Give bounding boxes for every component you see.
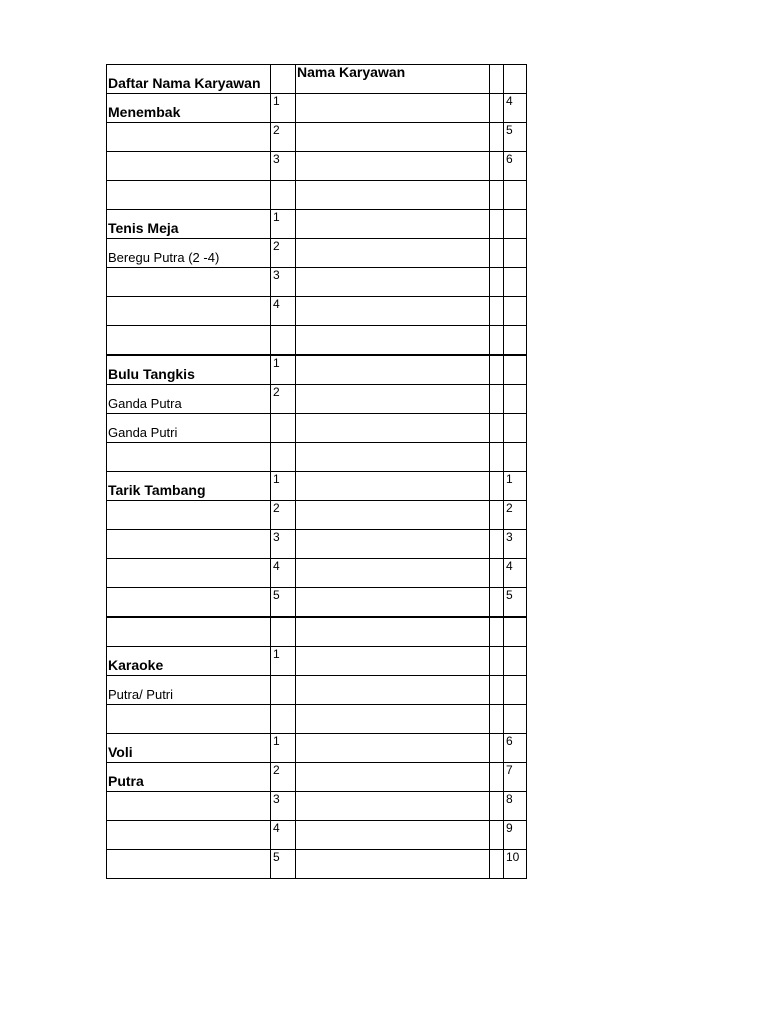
narrow-cell — [490, 268, 504, 297]
slot-number: 1 — [271, 94, 296, 123]
event-label — [107, 530, 271, 559]
right-number: 3 — [504, 530, 527, 559]
slot-number: 3 — [271, 152, 296, 181]
narrow-cell — [490, 559, 504, 588]
slot-number: 2 — [271, 239, 296, 268]
event-label — [107, 588, 271, 618]
event-label: Tarik Tambang — [107, 472, 271, 501]
header-blank-number — [271, 65, 296, 94]
employee-name-cell — [296, 588, 490, 618]
slot-number: 2 — [271, 763, 296, 792]
slot-number: 5 — [271, 850, 296, 879]
table-row — [107, 676, 527, 705]
employee-name-cell — [296, 705, 490, 734]
employee-name-cell — [296, 647, 490, 676]
right-number — [504, 355, 527, 385]
narrow-cell — [490, 239, 504, 268]
narrow-cell — [490, 850, 504, 879]
narrow-cell — [490, 210, 504, 239]
right-number: 6 — [504, 152, 527, 181]
table-row — [107, 239, 527, 268]
narrow-cell — [490, 385, 504, 414]
narrow-cell — [490, 181, 504, 210]
table-row — [107, 385, 527, 414]
narrow-cell — [490, 297, 504, 326]
employee-name-cell — [296, 152, 490, 181]
right-number: 6 — [504, 734, 527, 763]
event-label — [107, 123, 271, 152]
table-row — [107, 850, 527, 879]
header-employee-name: Nama Karyawan — [296, 65, 490, 94]
slot-number: 4 — [271, 821, 296, 850]
employee-name-cell — [296, 268, 490, 297]
table-row — [107, 443, 527, 472]
table-row — [107, 152, 527, 181]
right-number — [504, 676, 527, 705]
table-row — [107, 123, 527, 152]
narrow-cell — [490, 152, 504, 181]
right-number — [504, 443, 527, 472]
table-row — [107, 821, 527, 850]
slot-number — [271, 676, 296, 705]
right-number — [504, 385, 527, 414]
narrow-cell — [490, 734, 504, 763]
header-employee-list: Daftar Nama Karyawan — [107, 65, 271, 94]
header-row — [107, 65, 527, 94]
event-label — [107, 326, 271, 356]
right-number: 9 — [504, 821, 527, 850]
event-label — [107, 297, 271, 326]
narrow-cell — [490, 326, 504, 356]
employee-name-cell — [296, 355, 490, 385]
slot-number: 1 — [271, 355, 296, 385]
table-row — [107, 734, 527, 763]
employee-name-cell — [296, 94, 490, 123]
employee-list-table — [106, 64, 527, 879]
table-row — [107, 559, 527, 588]
employee-name-cell — [296, 734, 490, 763]
slot-number: 1 — [271, 734, 296, 763]
event-label — [107, 501, 271, 530]
table-row — [107, 268, 527, 297]
employee-name-cell — [296, 821, 490, 850]
slot-number — [271, 705, 296, 734]
right-number: 5 — [504, 123, 527, 152]
slot-number: 4 — [271, 559, 296, 588]
narrow-cell — [490, 676, 504, 705]
right-number — [504, 181, 527, 210]
right-number: 7 — [504, 763, 527, 792]
employee-name-cell — [296, 763, 490, 792]
narrow-cell — [490, 705, 504, 734]
slot-number: 2 — [271, 501, 296, 530]
employee-name-cell — [296, 472, 490, 501]
employee-name-cell — [296, 501, 490, 530]
slot-number — [271, 617, 296, 647]
narrow-cell — [490, 530, 504, 559]
employee-name-cell — [296, 559, 490, 588]
right-number — [504, 239, 527, 268]
event-label: Bulu Tangkis — [107, 355, 271, 385]
slot-number — [271, 414, 296, 443]
employee-name-cell — [296, 414, 490, 443]
table-row — [107, 792, 527, 821]
employee-name-cell — [296, 443, 490, 472]
event-label: Menembak — [107, 94, 271, 123]
right-number — [504, 210, 527, 239]
right-number: 10 — [504, 850, 527, 879]
right-number: 1 — [504, 472, 527, 501]
narrow-cell — [490, 501, 504, 530]
table-body — [107, 65, 527, 879]
employee-name-cell — [296, 181, 490, 210]
slot-number: 1 — [271, 210, 296, 239]
right-number: 8 — [504, 792, 527, 821]
slot-number: 1 — [271, 472, 296, 501]
narrow-cell — [490, 821, 504, 850]
right-number: 2 — [504, 501, 527, 530]
table-row — [107, 617, 527, 647]
right-number — [504, 326, 527, 356]
narrow-cell — [490, 123, 504, 152]
slot-number: 3 — [271, 268, 296, 297]
employee-name-cell — [296, 792, 490, 821]
table-row — [107, 472, 527, 501]
employee-name-cell — [296, 676, 490, 705]
slot-number: 1 — [271, 647, 296, 676]
employee-name-cell — [296, 326, 490, 356]
table-row — [107, 530, 527, 559]
event-label — [107, 705, 271, 734]
event-label: Putra/ Putri — [107, 676, 271, 705]
header-blank-narrow — [490, 65, 504, 94]
right-number — [504, 297, 527, 326]
event-label: Tenis Meja — [107, 210, 271, 239]
slot-number: 2 — [271, 385, 296, 414]
narrow-cell — [490, 414, 504, 443]
right-number: 4 — [504, 559, 527, 588]
employee-name-cell — [296, 385, 490, 414]
slot-number: 3 — [271, 792, 296, 821]
right-number: 5 — [504, 588, 527, 618]
table-row — [107, 297, 527, 326]
slot-number: 3 — [271, 530, 296, 559]
event-label — [107, 559, 271, 588]
event-label: Putra — [107, 763, 271, 792]
event-label: Beregu Putra (2 -4) — [107, 239, 271, 268]
right-number — [504, 705, 527, 734]
narrow-cell — [490, 588, 504, 618]
slot-number — [271, 326, 296, 356]
table-row — [107, 763, 527, 792]
narrow-cell — [490, 647, 504, 676]
table-row — [107, 501, 527, 530]
event-label — [107, 152, 271, 181]
table-row — [107, 94, 527, 123]
narrow-cell — [490, 94, 504, 123]
right-number — [504, 268, 527, 297]
event-label — [107, 443, 271, 472]
right-number — [504, 617, 527, 647]
right-number: 4 — [504, 94, 527, 123]
table-row — [107, 355, 527, 385]
event-label — [107, 821, 271, 850]
event-label: Ganda Putra — [107, 385, 271, 414]
table-row — [107, 210, 527, 239]
narrow-cell — [490, 472, 504, 501]
slot-number — [271, 443, 296, 472]
event-label — [107, 181, 271, 210]
event-label: Karaoke — [107, 647, 271, 676]
slot-number: 5 — [271, 588, 296, 618]
narrow-cell — [490, 617, 504, 647]
right-number — [504, 647, 527, 676]
employee-name-cell — [296, 617, 490, 647]
table-row — [107, 588, 527, 618]
employee-name-cell — [296, 850, 490, 879]
narrow-cell — [490, 763, 504, 792]
right-number — [504, 414, 527, 443]
table-row — [107, 647, 527, 676]
slot-number — [271, 181, 296, 210]
narrow-cell — [490, 355, 504, 385]
slot-number: 2 — [271, 123, 296, 152]
table-row — [107, 326, 527, 356]
employee-name-cell — [296, 123, 490, 152]
event-label — [107, 792, 271, 821]
narrow-cell — [490, 443, 504, 472]
narrow-cell — [490, 792, 504, 821]
slot-number: 4 — [271, 297, 296, 326]
event-label — [107, 850, 271, 879]
event-label — [107, 617, 271, 647]
employee-name-cell — [296, 530, 490, 559]
header-blank-right — [504, 65, 527, 94]
employee-name-cell — [296, 210, 490, 239]
event-label: Voli — [107, 734, 271, 763]
event-label: Ganda Putri — [107, 414, 271, 443]
employee-name-cell — [296, 239, 490, 268]
table-row — [107, 414, 527, 443]
employee-name-cell — [296, 297, 490, 326]
event-label — [107, 268, 271, 297]
table-row — [107, 705, 527, 734]
table-row — [107, 181, 527, 210]
